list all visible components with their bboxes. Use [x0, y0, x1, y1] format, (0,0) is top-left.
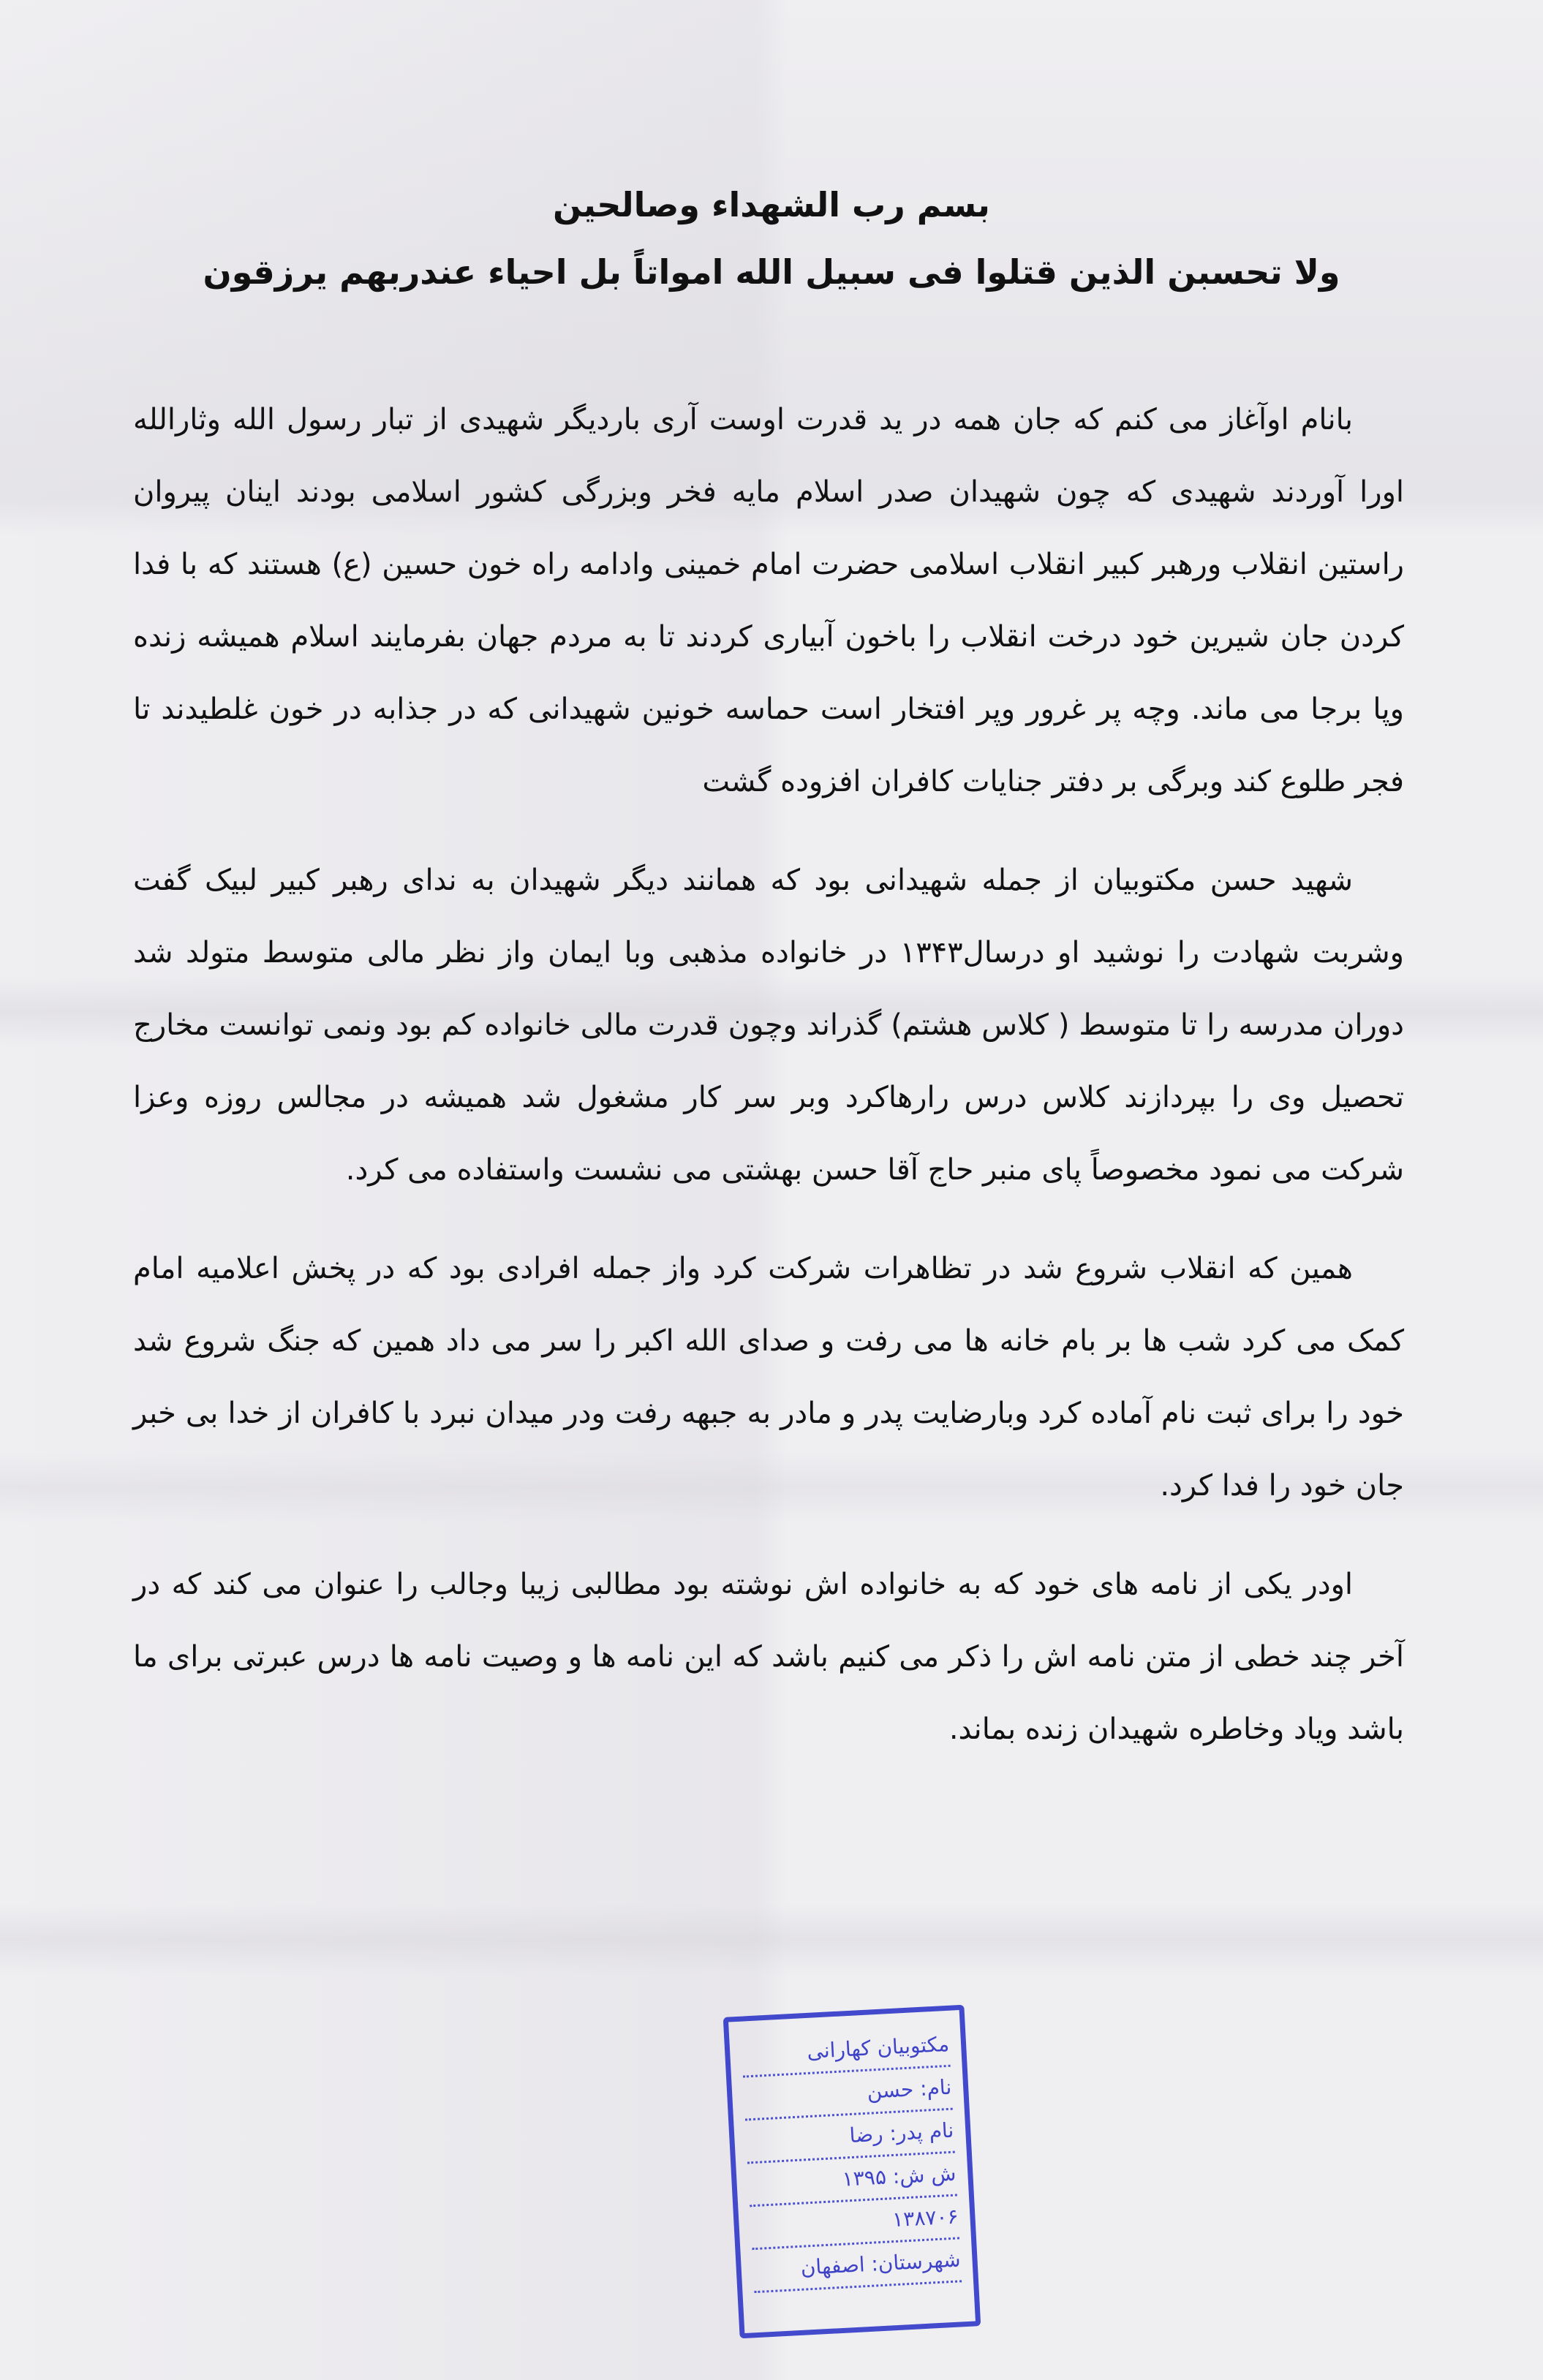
- paragraph-revolution: همین که انقلاب شروع شد در تظاهرات شرکت کرد واز جمله افرادی بود که در پخش اعلامیه امام کمک می کرد شب ها بر بام خانه ها می رفت و صدای الله اکبر را سر می داد همین که جنگ شروع شد خود را برای ثبت نام آماده کرد وبارضایت پدر و مادر به جبهه رفت ودر میدان نبرد با کافران از خدا بی خبر جان خود را فدا کرد.: [133, 1252, 1404, 1503]
- ink-stamp: [723, 2005, 981, 2339]
- stamp-row-name: نام: حسن: [743, 2067, 953, 2121]
- basmala-heading: بسم رب الشهداء وصالحین: [553, 185, 990, 224]
- paragraph-intro: بانام اوآغاز می کنم که جان همه در ید قدرت اوست آری باردیگر شهیدی از تبار رسول الله وثارالله اورا آوردند شهیدی که چون شهیدان صدر اسلام مایه فخر وبزرگی کشور اسلامی بودند اینان پیروان راستین انقلاب ورهبر کبیر انقلاب اسلامی حضرت امام خمینی وادامه راه خون حسین (ع) هستند که با فدا کردن جان شیرین خود درخت انقلاب را باخون آبیاری کردند تا به مردم جهان بفرمایند اسلام همیشه زنده وپا برجا می ماند. وچه پر غرور وپر افتخار است حماسه خونین شهیدانی که در جذابه در خون غلطیدند تا فجر طلوع کند وبرگی بر دفتر جنایات کافران افزوده گشت: [133, 403, 1404, 798]
- document-body: [133, 384, 1404, 1766]
- quran-verse-heading: ولا تحسبن الذین قتلوا فی سبیل الله امواتاً بل احیاء عندربهم یرزقون: [203, 252, 1340, 292]
- stamp-row-id: ش ش: ۱۳۹۵: [747, 2153, 957, 2207]
- stamp-row-father: نام پدر: رضا: [745, 2110, 955, 2164]
- paragraph-biography: شهید حسن مکتوبیان از جمله شهیدانی بود که همانند دیگر شهیدان به ندای رهبر کبیر لبیک گفت وشربت شهادت را نوشید او درسال۱۳۴۳ در خانواده مذهبی وبا ایمان واز نظر مالی متوسط متولد شد دوران مدرسه را تا متوسط ( کلاس هشتم) گذراند وچون قدرت مالی خانواده کم بود ونمی توانست مخارج تحصیل وی را بپردازند کلاس درس رارهاکرد وبر سر کار مشغول شد همیشه در مجالس روزه وعزا شرکت می نمود مخصوصاً پای منبر حاج آقا حسن بهشتی می نشست واستفاده می کرد.: [133, 864, 1404, 1187]
- paragraph-letters: اودر یکی از نامه های خود که به خانواده اش نوشته بود مطالبی زیبا وجالب را عنوان می کند که در آخر چند خطی از متن نامه اش را ذکر می کنیم باشد که این نامه ها و وصیت نامه ها درس عبرتی برای ما باشد ویاد وخاطره شهیدان زنده بماند.: [133, 1568, 1404, 1746]
- stamp-row-city: شهرستان: اصفهان: [752, 2239, 962, 2293]
- stamp-row-surname: مکتوبیان کهارانی: [741, 2024, 951, 2078]
- stamp-row-number: ۱۳۸۷۰۶: [750, 2196, 959, 2251]
- document-header: [146, 179, 1397, 298]
